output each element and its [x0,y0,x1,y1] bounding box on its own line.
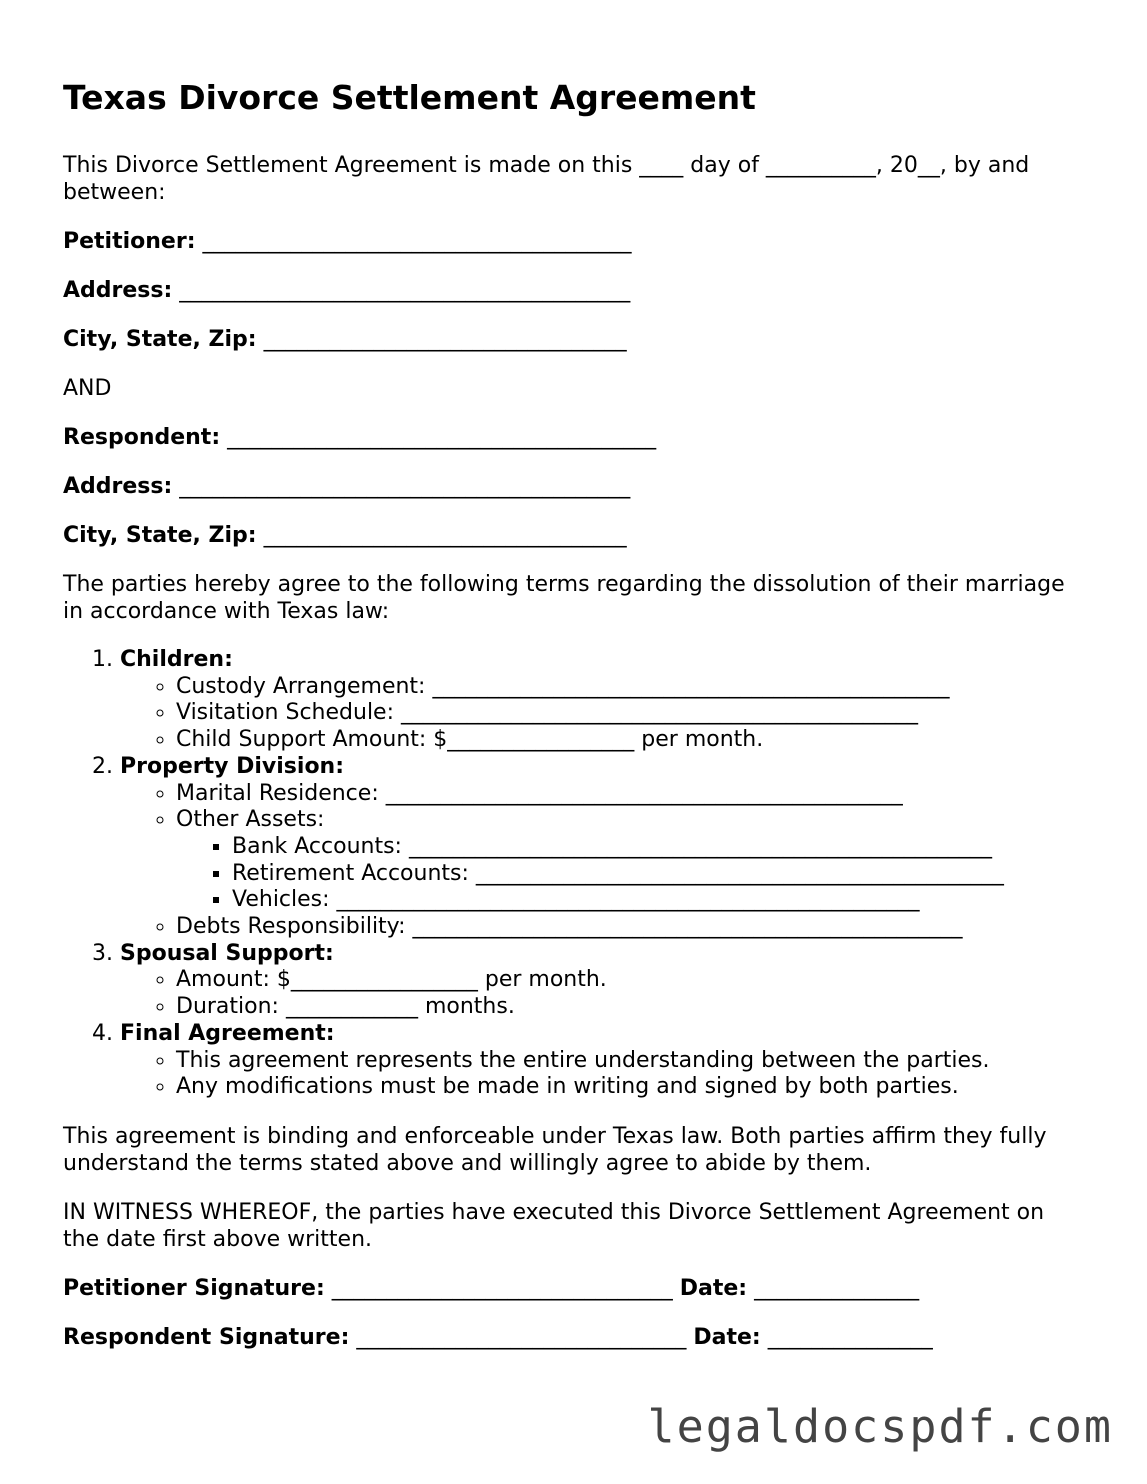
respondent-city-label: City, State, Zip: [63,523,257,548]
respondent-signature-row [63,1324,1083,1351]
petitioner-name-label: Petitioner: [63,229,196,254]
property-list [120,781,1083,941]
terms-list [63,647,1083,1101]
marital-residence-item[interactable]: ◦ Marital Residence: _______________________________________________ [176,781,1083,808]
petitioner-name-field [63,228,1083,255]
respondent-name-line[interactable]: _______________________________________ [227,425,657,450]
children-list [120,674,1083,754]
respondent-city-field [63,522,1083,549]
petitioner-name-line[interactable]: _______________________________________ [202,229,632,254]
spousal-amount-item[interactable]: ◦ Amount: $_________________ per month. [176,967,1083,994]
child-support-item[interactable]: ◦ Child Support Amount: $_________________ per month. [176,727,1083,754]
petitioner-signature-line[interactable]: _______________________________ [331,1275,673,1301]
other-assets-label: Other Assets: [176,807,325,833]
vehicles-item[interactable]: ▪ Vehicles: _____________________________________________________ [232,887,1083,914]
binding-paragraph: This agreement is binding and enforceable under Texas law. Both parties affirm they fully understand the terms stated above and willingly agree to abide by them. [63,1123,1047,1176]
final-agreement-heading: Final Agreement: [120,1020,335,1046]
respondent-address-line[interactable]: _________________________________________ [179,474,631,499]
watermark-text: legaldocspdf.com [647,1400,1113,1453]
respondent-date-label: Date: [693,1324,761,1350]
and-separator: AND [63,376,112,401]
document-page [63,76,1083,1373]
petitioner-address-line[interactable]: _________________________________________ [179,278,631,303]
final-agreement-list [120,1048,1083,1101]
other-assets-list [176,834,1083,914]
petitioner-signature-label: Petitioner Signature: [63,1275,325,1301]
document-title: Texas Divorce Settlement Agreement [63,78,756,117]
petitioner-address-field [63,277,1083,304]
property-heading: Property Division: [120,753,345,779]
entire-understanding-item: ◦ This agreement represents the entire understanding between the parties. [176,1048,1083,1075]
respondent-name-field [63,424,1083,451]
children-heading: Children: [120,647,233,672]
visitation-schedule-item[interactable]: ◦ Visitation Schedule: _______________________________________________ [176,700,1083,727]
respondent-name-label: Respondent: [63,425,221,450]
respondent-address-field [63,473,1083,500]
respondent-address-label: Address: [63,474,173,499]
intro-paragraph: This Divorce Settlement Agreement is made on this ____ day of __________, 20__, by and between: [63,153,1030,205]
respondent-date-line[interactable]: _______________ [767,1324,933,1350]
petitioner-city-field [63,326,1083,353]
bank-accounts-item[interactable]: ▪ Bank Accounts: _____________________________________________________ [232,834,1083,861]
modifications-item: ◦ Any modifications must be made in writing and signed by both parties. [176,1074,1083,1101]
spousal-support-heading: Spousal Support: [120,940,334,966]
section-final-agreement [120,1021,1083,1101]
section-property [120,754,1083,941]
custody-arrangement-item[interactable]: ◦ Custody Arrangement: _______________________________________________ [176,674,1083,701]
respondent-signature-label: Respondent Signature: [63,1324,350,1350]
petitioner-date-label: Date: [679,1275,748,1301]
terms-intro-paragraph: The parties hereby agree to the following terms regarding the dissolution of their marriage in accordance with Texas law: [63,572,1065,624]
other-assets-item [176,807,1083,914]
petitioner-city-line[interactable]: _________________________________ [263,327,627,352]
debts-responsibility-item[interactable]: ◦ Debts Responsibility: __________________________________________________ [176,914,1083,941]
respondent-signature-line[interactable]: ______________________________ [356,1324,687,1350]
witness-paragraph: IN WITNESS WHEREOF, the parties have executed this Divorce Settlement Agreement on the date first above written. [63,1199,1045,1252]
section-children [120,647,1083,754]
spousal-duration-item[interactable]: ◦ Duration: ____________ months. [176,994,1083,1021]
spousal-support-list [120,967,1083,1020]
petitioner-city-label: City, State, Zip: [63,327,257,352]
petitioner-date-line[interactable]: _______________ [754,1275,920,1301]
retirement-accounts-item[interactable]: ▪ Retirement Accounts: ________________________________________________ [232,861,1083,888]
section-spousal-support [120,941,1083,1021]
petitioner-address-label: Address: [63,278,173,303]
petitioner-signature-row [63,1275,1083,1302]
respondent-city-line[interactable]: _________________________________ [263,523,627,548]
